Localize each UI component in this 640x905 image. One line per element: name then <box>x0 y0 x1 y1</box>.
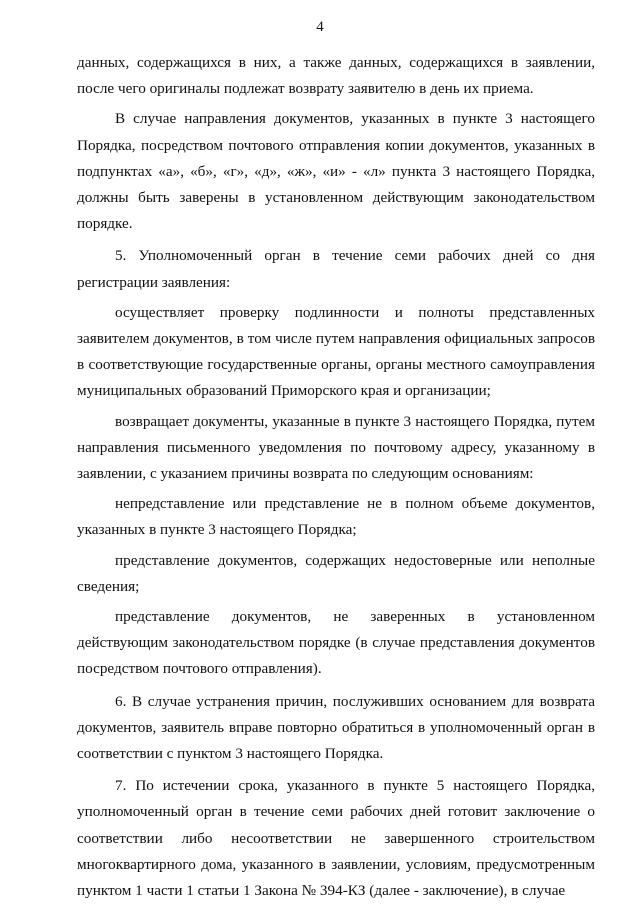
paragraph-item-7: 7. По истечении срока, указанного в пункте 5 настоящего Порядка, уполномоченный орган в течение семи рабочих дней готовит заключение о соответствии либо несоответствии не завершенного строительством многоквартирного дома, указанного в заявлении, условиям, предусмотренным пунктом 1 части 1 статьи 1 Закона № 394-КЗ (далее - заключение), в случае <box>77 777 595 900</box>
paragraph-item-5: 5. Уполномоченный орган в течение семи рабочих дней со дня регистрации заявления: <box>77 247 595 291</box>
document-body <box>77 50 595 904</box>
page-number: 4 <box>316 19 324 35</box>
paragraph-ground-uncertified: представление документов, не заверенных в установленном действующим законодательством порядке (в случае представления документов посредством почтового отправления). <box>77 608 595 678</box>
paragraph-item-6: 6. В случае устранения причин, послуживших основанием для возврата документов, заявитель вправе повторно обратиться в уполномоченный орган в соответствии с пунктом 3 настоящего Порядка. <box>77 692 595 763</box>
paragraph-continuation: данных, содержащихся в них, а также данных, содержащихся в заявлении, после чего оригиналы подлежат возврату заявителю в день их приема. <box>77 54 595 98</box>
paragraph-verification: осуществляет проверку подлинности и полноты представленных заявителем документов, в том числе путем направления официальных запросов в соответствующие государственные органы, органы местного самоуправления муниципальных образований Приморского края и организации; <box>77 303 595 400</box>
paragraph-postal-submission: В случае направления документов, указанных в пункте 3 настоящего Порядка, посредством почтового отправления копии документов, указанных в подпунктах «а», «б», «г», «д», «ж», «и» - «л» пункта 3 настоящего Порядка, должны быть заверены в установленном действующим законодательством порядке. <box>77 110 595 233</box>
paragraph-ground-unreliable: представление документов, содержащих недостоверные или неполные сведения; <box>77 551 595 595</box>
paragraph-ground-incomplete: непредставление или представление не в полном объеме документов, указанных в пункте 3 настоящего Порядка; <box>77 495 595 539</box>
paragraph-return-documents: возвращает документы, указанные в пункте 3 настоящего Порядка, путем направления письменного уведомления по почтовому адресу, указанному в заявлении, с указанием причины возврата по следующим основаниям: <box>77 412 595 483</box>
